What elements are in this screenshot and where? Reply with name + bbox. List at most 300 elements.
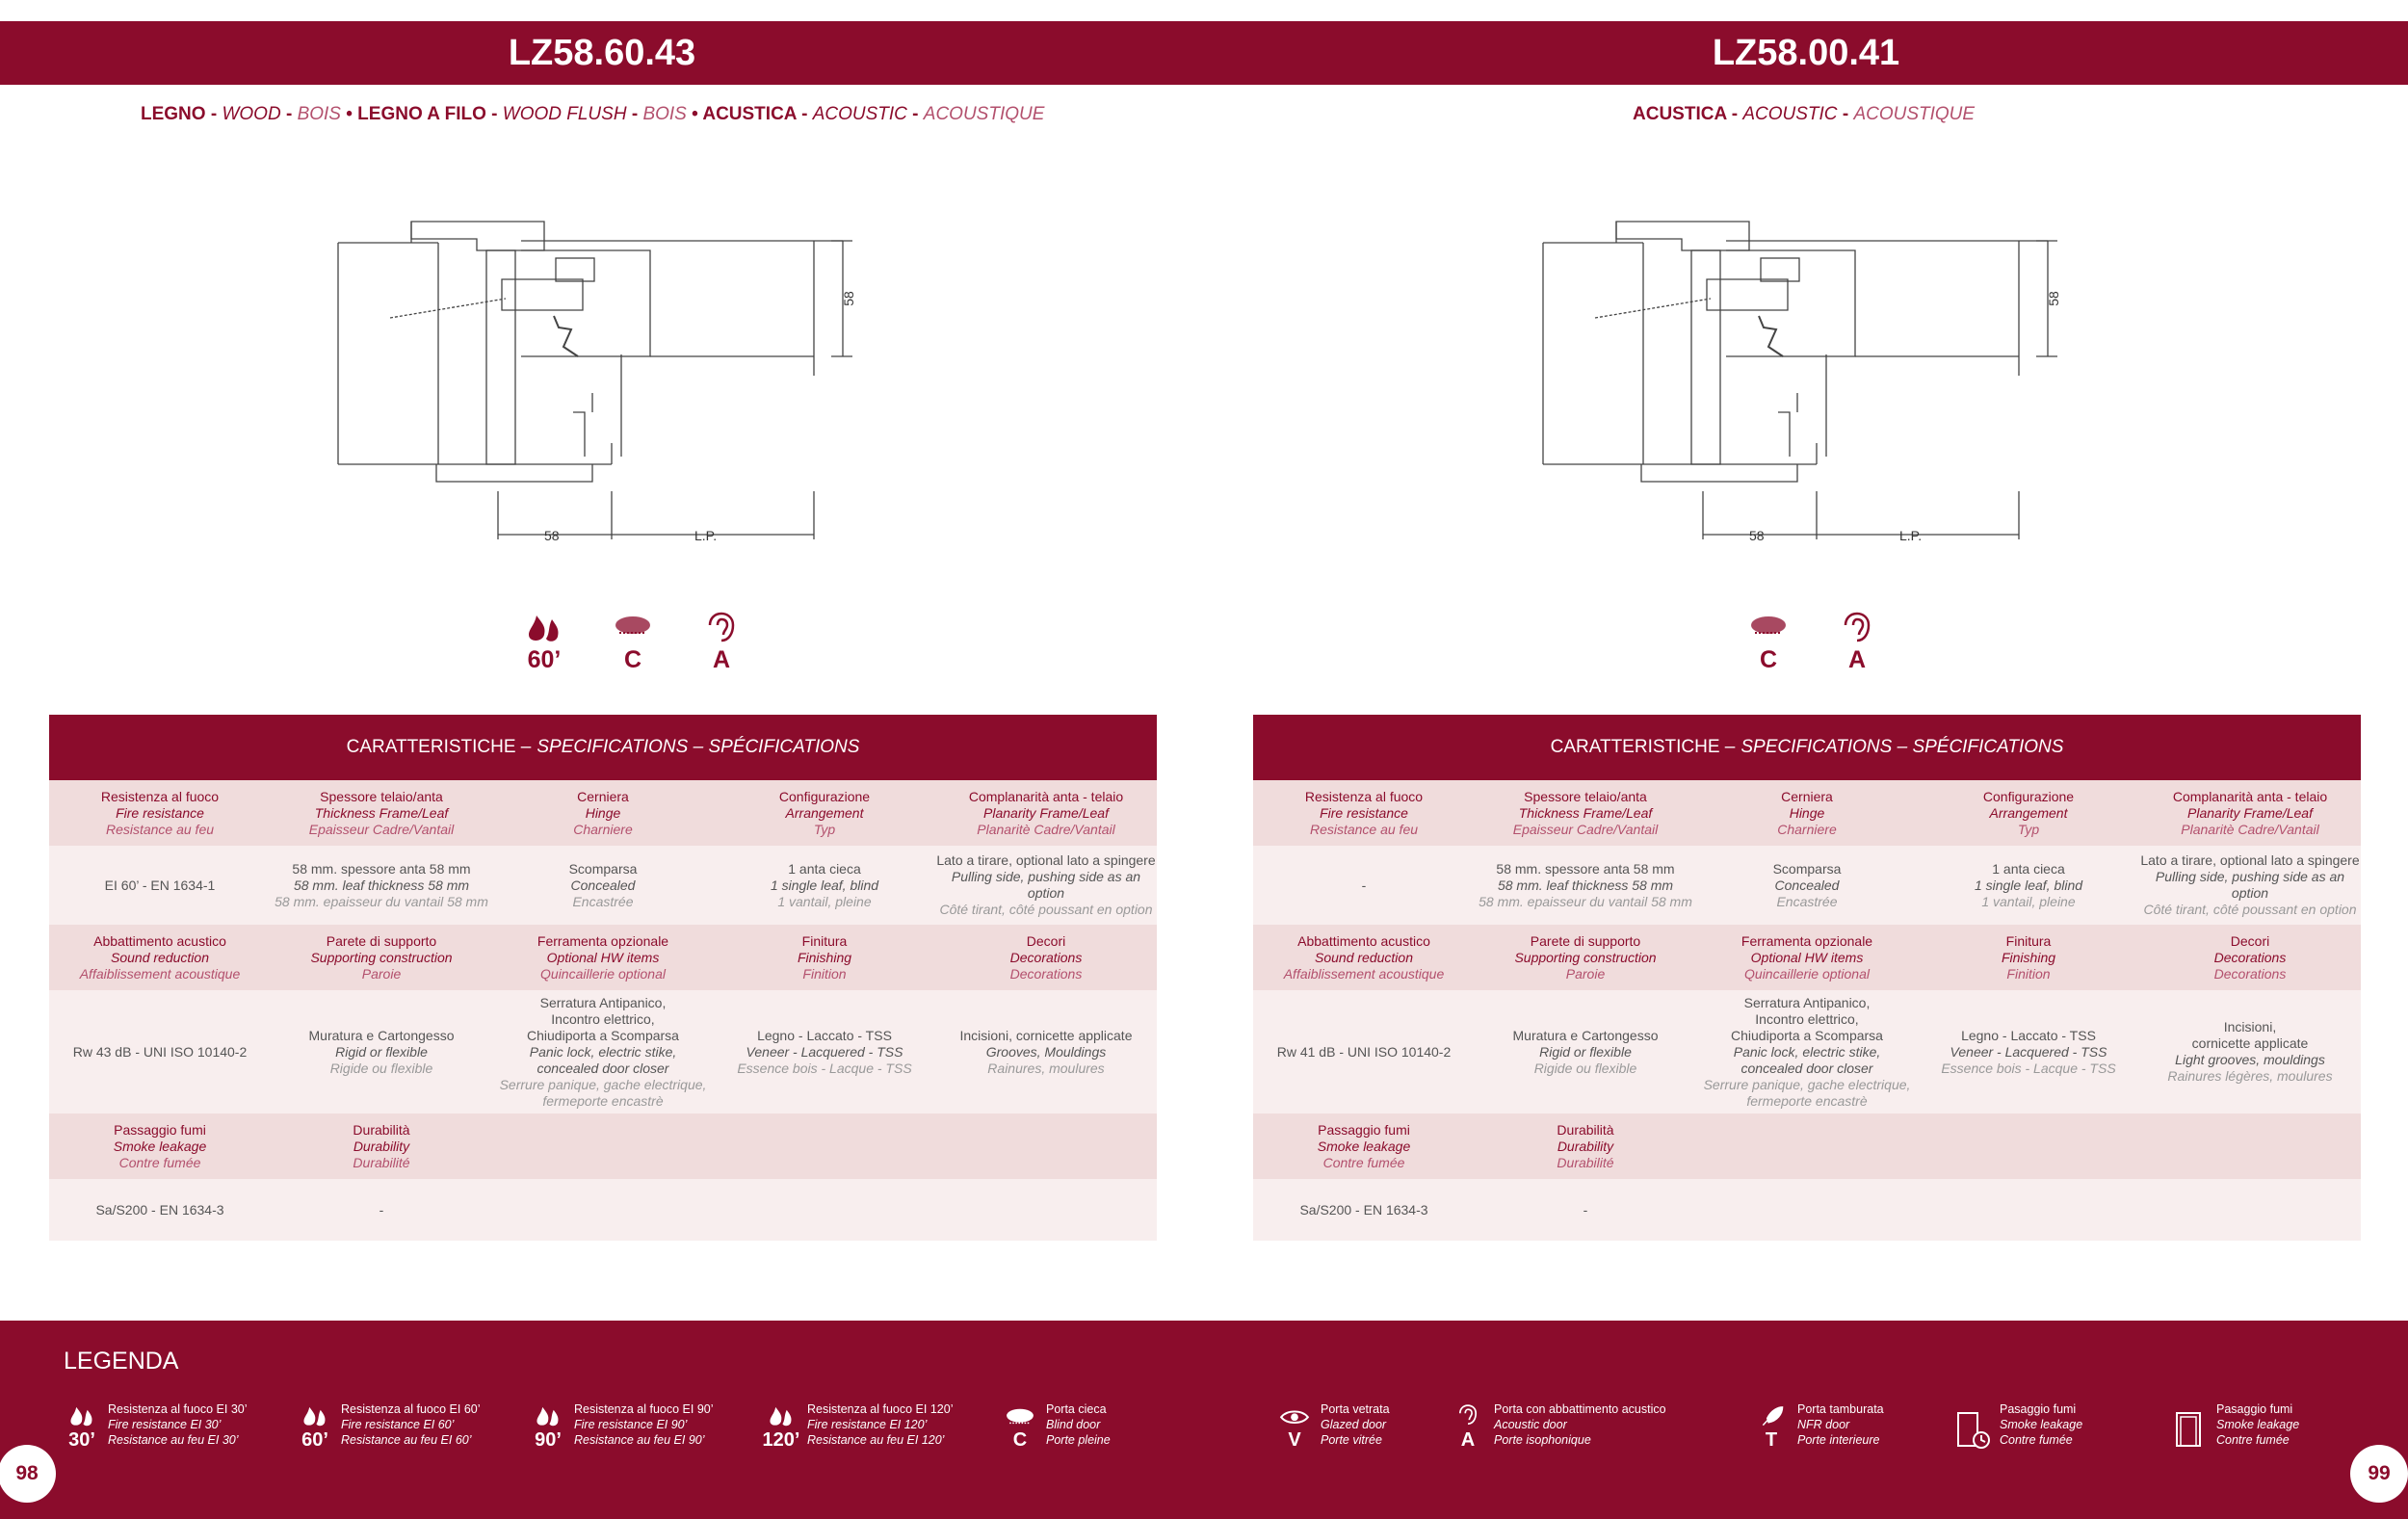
spec-cell <box>1475 780 1696 846</box>
spec-line: 58 mm. leaf thickness 58 mm <box>1497 877 1674 893</box>
spec-cell <box>935 990 1157 1113</box>
spec-line: Decori <box>1026 932 1066 949</box>
spec-table-header <box>49 715 1157 780</box>
spec-cell <box>49 1113 271 1179</box>
spec-line: Planarity Frame/Leaf <box>2187 804 2313 821</box>
legend-item-smoke-door <box>2172 1398 2299 1452</box>
spec-line: Thickness Frame/Leaf <box>1518 804 1653 821</box>
blind-mark: C <box>623 646 642 673</box>
spec-line: Ferramenta opzionale <box>537 932 669 949</box>
legend-line: NFR door <box>1797 1418 1850 1431</box>
spec-line: EI 60’ - EN 1634-1 <box>104 877 216 893</box>
spec-cell <box>49 990 271 1113</box>
spec-line: Encastrée <box>1776 893 1838 909</box>
subtitle-part: - <box>1726 104 1743 124</box>
title-bar-right <box>1204 21 2408 85</box>
spec-cell <box>492 846 714 925</box>
spec-line: - <box>379 1201 384 1218</box>
spec-line: Finition <box>802 965 847 982</box>
spec-line: Finishing <box>797 949 852 965</box>
legend-item-ear <box>1450 1398 1666 1452</box>
blind-door-icon <box>1002 1398 1038 1452</box>
subtitle-left <box>141 104 1044 125</box>
dim-width-label: 58 <box>544 528 560 543</box>
spec-line: Essence bois - Lacque - TSS <box>1941 1060 2116 1076</box>
spec-line: 1 vantail, pleine <box>1981 893 2076 909</box>
spec-title-italic: SPECIFICATIONS – SPÉCIFICATIONS <box>1741 737 2064 757</box>
spec-cell <box>1696 1113 1918 1179</box>
spec-line: Resistance au feu <box>105 821 215 837</box>
blind-door-icon <box>1739 612 1798 674</box>
legend-line: Resistenza al fuoco EI 60’ <box>341 1402 481 1416</box>
spec-cell <box>1918 990 2139 1113</box>
product-code-left: LZ58.60.43 <box>508 32 696 73</box>
subtitle-part: - <box>1837 104 1854 124</box>
spec-line: Epaisseur Cadre/Vantail <box>1512 821 1659 837</box>
spec-value-row <box>49 846 1157 925</box>
legend-item-fire <box>64 1398 248 1452</box>
spec-cell <box>1475 1179 1696 1241</box>
spec-cell <box>1475 925 1696 990</box>
spec-line: Optional HW items <box>546 949 660 965</box>
spec-cell <box>271 1113 492 1179</box>
spec-cell <box>935 925 1157 990</box>
spec-line: Sound reduction <box>111 949 209 965</box>
acoustic-mark: A <box>712 646 731 673</box>
spec-line: Passaggio fumi <box>114 1121 206 1138</box>
ear-icon <box>1827 612 1887 674</box>
spec-line: Rigid or flexible <box>1539 1043 1632 1060</box>
subtitle-part: WOOD FLUSH <box>502 104 627 124</box>
spec-table-header <box>1253 715 2361 780</box>
ear-icon <box>1450 1398 1486 1452</box>
legend-line: Resistenza al fuoco EI 90’ <box>574 1402 714 1416</box>
smoke-door-icon <box>2172 1398 2209 1452</box>
dim-width-label: 58 <box>1749 528 1765 543</box>
spec-line: Legno - Laccato - TSS <box>1961 1027 2096 1043</box>
spec-line: Panic lock, electric stike, concealed door closer <box>529 1043 677 1076</box>
spec-line: Cerniera <box>577 788 629 804</box>
section-drawing-right <box>1537 212 2077 563</box>
subtitle-part: - <box>485 104 503 124</box>
spec-line: Durabilità <box>1557 1121 1614 1138</box>
spec-line: Optional HW items <box>1750 949 1864 965</box>
spec-line: Concealed <box>1774 877 1840 893</box>
spec-line: Arrangement <box>1989 804 2068 821</box>
subtitle-part: - <box>205 104 222 124</box>
spec-line: Rigide ou flexible <box>1533 1060 1637 1076</box>
spec-line: Complanarità anta - telaio <box>2172 788 2328 804</box>
spec-cell <box>1253 925 1475 990</box>
spec-line: Decorations <box>1009 949 1083 965</box>
spec-line: Fire resistance <box>116 804 204 821</box>
spec-line: Finitura <box>2005 932 2052 949</box>
ear-icon <box>692 612 751 674</box>
legend-line: Porte isophonique <box>1494 1433 1591 1447</box>
spec-cell <box>714 846 935 925</box>
subtitle-part: ACOUSTIC <box>812 104 907 124</box>
spec-line: Durability <box>353 1138 410 1154</box>
spec-line: Configurazione <box>778 788 871 804</box>
spec-line: Charniere <box>573 821 633 837</box>
subtitle-part: BOIS <box>297 104 341 124</box>
legend-line: Resistance au feu EI 90’ <box>574 1433 705 1447</box>
product-code-right: LZ58.00.41 <box>1712 32 1900 73</box>
spec-line: Configurazione <box>1982 788 2075 804</box>
spec-line: Grooves, Mouldings <box>985 1043 1107 1060</box>
spec-line: Veneer - Lacquered - TSS <box>746 1043 903 1060</box>
spec-line: Sa/S200 - EN 1634-3 <box>95 1201 224 1218</box>
spec-cell <box>492 1179 714 1241</box>
spec-cell <box>271 990 492 1113</box>
spec-line: Finishing <box>2001 949 2056 965</box>
spec-line: Paroie <box>1565 965 1606 982</box>
spec-cell <box>2139 990 2361 1113</box>
dim-lp-label: L.P. <box>1899 528 1923 543</box>
spec-line: Scomparsa <box>1772 860 1842 877</box>
legend-line: Resistance au feu EI 30’ <box>108 1433 239 1447</box>
legend-item-leaf <box>1753 1398 1884 1452</box>
legend-line: Porte vitrée <box>1321 1433 1382 1447</box>
spec-cell <box>2139 1179 2361 1241</box>
spec-cell <box>714 925 935 990</box>
legend-mark: V <box>1288 1429 1301 1451</box>
spec-cell <box>714 1179 935 1241</box>
spec-line: 1 single leaf, blind <box>1974 877 2083 893</box>
legend-line: Porte pleine <box>1046 1433 1111 1447</box>
legend-line: Smoke leakage <box>2000 1418 2083 1431</box>
subtitle-part: LEGNO <box>141 104 206 124</box>
spec-line: Planaritè Cadre/Vantail <box>977 821 1115 837</box>
spec-line: Decorations <box>2213 965 2287 982</box>
spec-line: Abbattimento acustico <box>93 932 226 949</box>
legend-item-fire <box>530 1398 714 1452</box>
spec-title: CARATTERISTICHE – <box>1550 737 1736 757</box>
spec-header-row <box>49 1113 1157 1179</box>
blind-door-icon <box>603 612 663 674</box>
spec-cell <box>492 990 714 1113</box>
leaf-icon <box>1753 1398 1790 1452</box>
spec-line: Affaiblissement acoustique <box>79 965 241 982</box>
spec-table-left <box>49 715 1157 1241</box>
spec-line: Côté tirant, côté poussant en option <box>939 902 1153 917</box>
legend-line: Fire resistance EI 30’ <box>108 1418 222 1431</box>
spec-cell <box>935 1179 1157 1241</box>
spec-cell <box>49 780 271 846</box>
spec-title-italic: SPECIFICATIONS – SPÉCIFICATIONS <box>537 737 860 757</box>
spec-line: Rainures, moulures <box>987 1060 1105 1076</box>
door-section-svg <box>332 212 872 559</box>
spec-line: Serrure panique, gache electrique, fermeporte encastrè <box>1703 1076 1911 1109</box>
legend-line: Smoke leakage <box>2216 1418 2300 1431</box>
spec-line: Serratura Antipanico, Incontro elettrico, Chiudiporta a Scomparsa <box>527 994 679 1043</box>
legend-line: Resistance au feu EI 60’ <box>341 1433 472 1447</box>
legend-bar <box>0 1321 2408 1519</box>
spec-line: Resistance au feu <box>1309 821 1419 837</box>
spec-line: Rainures légères, moulures <box>2167 1068 2333 1084</box>
spec-line: Muratura e Cartongesso <box>308 1027 455 1043</box>
spec-line: Arrangement <box>785 804 864 821</box>
spec-line: Incisioni, cornicette applicate <box>2191 1019 2309 1051</box>
spec-line: 1 anta cieca <box>1992 860 2065 877</box>
spec-cell <box>1253 990 1475 1113</box>
spec-value-row <box>1253 990 2361 1113</box>
spec-cell <box>49 1179 271 1241</box>
spec-line: Durabilità <box>353 1121 410 1138</box>
subtitle-part: - <box>280 104 298 124</box>
spec-line: Rigide ou flexible <box>329 1060 433 1076</box>
spec-cell <box>714 990 935 1113</box>
section-drawing-left <box>332 212 872 563</box>
legend-text <box>108 1401 248 1448</box>
spec-value-row <box>1253 846 2361 925</box>
spec-line: Quincaillerie optional <box>540 965 666 982</box>
legend-line: Contre fumée <box>2000 1433 2073 1447</box>
spec-cell <box>1253 1179 1475 1241</box>
spec-line: Paroie <box>361 965 402 982</box>
legend-line: Fire resistance EI 60’ <box>341 1418 455 1431</box>
spec-header-row <box>1253 925 2361 990</box>
spec-line: Sound reduction <box>1315 949 1413 965</box>
subtitle-part: ACOUSTIC <box>1742 104 1838 124</box>
legend-line: Porta vetrata <box>1321 1402 1390 1416</box>
subtitle-part: • ACUSTICA <box>686 104 797 124</box>
legend-mark: 90’ <box>535 1429 562 1451</box>
spec-line: Muratura e Cartongesso <box>1512 1027 1659 1043</box>
legend-line: Glazed door <box>1321 1418 1387 1431</box>
spec-cell <box>2139 846 2361 925</box>
legend-mark: 120’ <box>762 1429 800 1451</box>
spec-cell <box>935 780 1157 846</box>
legend-item-blind-door <box>1002 1398 1111 1452</box>
spec-cell <box>2139 780 2361 846</box>
spec-cell <box>1918 780 2139 846</box>
legend-mark: C <box>1012 1429 1028 1451</box>
dim-height-label: 58 <box>2045 291 2061 306</box>
fire-icon <box>64 1398 100 1452</box>
spec-cell <box>1918 846 2139 925</box>
acoustic-mark: A <box>1847 646 1867 673</box>
feature-icons-left <box>514 612 751 674</box>
legend-text <box>1046 1401 1111 1448</box>
spec-line: Ferramenta opzionale <box>1741 932 1873 949</box>
spec-line: Lato a tirare, optional lato a spingere <box>936 852 1156 868</box>
spec-rows <box>1253 780 2361 1241</box>
spec-line: 1 single leaf, blind <box>770 877 879 893</box>
subtitle-part: WOOD <box>222 104 281 124</box>
spec-line: 58 mm. leaf thickness 58 mm <box>293 877 470 893</box>
spec-cell <box>1696 780 1918 846</box>
spec-line: Pulling side, pushing side as an option <box>951 869 1141 901</box>
legend-mark: 60’ <box>301 1429 328 1451</box>
spec-line: 58 mm. epaisseur du vantail 58 mm <box>1479 893 1692 909</box>
spec-cell <box>1475 990 1696 1113</box>
spec-cell <box>271 1179 492 1241</box>
legend-line: Pasaggio fumi <box>2216 1402 2293 1416</box>
legend-line: Porta cieca <box>1046 1402 1107 1416</box>
spec-line: - <box>1583 1201 1588 1218</box>
spec-line: Supporting construction <box>1514 949 1657 965</box>
spec-line: Rw 41 dB - UNI ISO 10140-2 <box>1276 1043 1452 1060</box>
spec-cell <box>1918 1179 2139 1241</box>
spec-line: Encastrée <box>572 893 634 909</box>
spec-line: Planaritè Cadre/Vantail <box>2181 821 2319 837</box>
spec-cell <box>2139 1113 2361 1179</box>
spec-value-row <box>49 990 1157 1113</box>
fire-icon <box>297 1398 333 1452</box>
spec-header-row <box>49 780 1157 846</box>
page-number-right: 99 <box>2350 1445 2408 1503</box>
legend-line: Contre fumée <box>2216 1433 2290 1447</box>
spec-line: Resistenza al fuoco <box>1304 788 1424 804</box>
blind-mark: C <box>1759 646 1778 673</box>
spec-line: Durability <box>1557 1138 1614 1154</box>
legend-line: Porta con abbattimento acustico <box>1494 1402 1666 1416</box>
spec-line: Spessore telaio/anta <box>1524 788 1647 804</box>
spec-line: Hinge <box>585 804 621 821</box>
legend-line: Resistance au feu EI 120’ <box>807 1433 945 1447</box>
spec-line: 1 anta cieca <box>788 860 861 877</box>
legend-item-fire <box>763 1398 953 1452</box>
spec-line: Typ <box>813 821 836 837</box>
spec-line: Scomparsa <box>568 860 638 877</box>
fire-mark: 60’ <box>527 646 562 673</box>
legend-text <box>2000 1401 2082 1448</box>
spec-cell <box>1696 925 1918 990</box>
spec-line: Serrure panique, gache electrique, fermeporte encastrè <box>499 1076 707 1109</box>
spec-table-right <box>1253 715 2361 1241</box>
spec-cell <box>1918 1113 2139 1179</box>
spec-cell <box>492 780 714 846</box>
spec-line: Veneer - Lacquered - TSS <box>1950 1043 2107 1060</box>
spec-value-row <box>1253 1179 2361 1241</box>
legend-text <box>1494 1401 1666 1448</box>
spec-line: Finition <box>2006 965 2051 982</box>
subtitle-part: ACUSTICA <box>1633 104 1727 124</box>
spec-line: Parete di supporto <box>326 932 437 949</box>
spec-header-row <box>1253 780 2361 846</box>
spec-cell <box>271 846 492 925</box>
spec-line: Durabilité <box>1557 1154 1614 1170</box>
spec-line: Passaggio fumi <box>1318 1121 1410 1138</box>
legend-text <box>341 1401 481 1448</box>
legend-line: Fire resistance EI 120’ <box>807 1418 928 1431</box>
spec-line: Essence bois - Lacque - TSS <box>737 1060 912 1076</box>
legend-text <box>1321 1401 1390 1448</box>
spec-line: Rw 43 dB - UNI ISO 10140-2 <box>72 1043 248 1060</box>
spec-line: Panic lock, electric stike, concealed door closer <box>1733 1043 1881 1076</box>
spec-line: 58 mm. epaisseur du vantail 58 mm <box>275 893 488 909</box>
eye-icon <box>1276 1398 1313 1452</box>
spec-line: Supporting construction <box>310 949 453 965</box>
subtitle-part: BOIS <box>642 104 687 124</box>
spec-cell <box>492 925 714 990</box>
spec-line: Charniere <box>1777 821 1837 837</box>
spec-cell <box>2139 925 2361 990</box>
subtitle-right <box>1633 104 1975 125</box>
spec-line: 58 mm. spessore anta 58 mm <box>292 860 471 877</box>
spec-line: Côté tirant, côté poussant en option <box>2143 902 2357 917</box>
subtitle-part: • LEGNO A FILO <box>340 104 486 124</box>
subtitle-part: ACOUSTIQUE <box>923 104 1045 124</box>
spec-line: 1 vantail, pleine <box>777 893 872 909</box>
spec-line: Smoke leakage <box>113 1138 207 1154</box>
door-section-svg <box>1537 212 2077 559</box>
spec-line: Affaiblissement acoustique <box>1283 965 1445 982</box>
page-number-left: 98 <box>0 1445 56 1503</box>
legend-mark: A <box>1460 1429 1476 1451</box>
spec-value-row <box>49 1179 1157 1241</box>
legend-line: Fire resistance EI 90’ <box>574 1418 688 1431</box>
spec-cell <box>49 925 271 990</box>
spec-line: Abbattimento acustico <box>1297 932 1430 949</box>
legend-mark: 30’ <box>68 1429 95 1451</box>
spec-cell <box>49 846 271 925</box>
legend-item-fire <box>297 1398 481 1452</box>
legend-line: Acoustic door <box>1494 1418 1567 1431</box>
spec-line: Pulling side, pushing side as an option <box>2155 869 2345 901</box>
legend-text <box>807 1401 953 1448</box>
legend-line: Resistenza al fuoco EI 120’ <box>807 1402 954 1416</box>
spec-line: Spessore telaio/anta <box>320 788 443 804</box>
spec-rows <box>49 780 1157 1241</box>
spec-cell <box>1475 1113 1696 1179</box>
spec-cell <box>935 1113 1157 1179</box>
spec-line: Decori <box>2230 932 2270 949</box>
subtitle-part: - <box>626 104 643 124</box>
legend-line: Pasaggio fumi <box>2000 1402 2077 1416</box>
spec-cell <box>1918 925 2139 990</box>
dim-lp-label: L.P. <box>694 528 718 543</box>
spec-line: Resistenza al fuoco <box>100 788 220 804</box>
dim-height-label: 58 <box>840 291 856 306</box>
spec-line: Parete di supporto <box>1530 932 1641 949</box>
spec-cell <box>1475 846 1696 925</box>
legend-mark: T <box>1765 1429 1778 1451</box>
legend-text <box>574 1401 714 1448</box>
spec-line: Cerniera <box>1781 788 1833 804</box>
legend-item-eye <box>1276 1398 1390 1452</box>
spec-cell <box>1696 1179 1918 1241</box>
feature-icons-right <box>1739 612 1887 674</box>
subtitle-part: ACOUSTIQUE <box>1853 104 1976 124</box>
subtitle-part: - <box>796 104 813 124</box>
spec-line: Incisioni, cornicette applicate <box>959 1027 1133 1043</box>
spec-cell <box>1696 846 1918 925</box>
spec-line: - <box>1361 877 1367 893</box>
spec-header-row <box>1253 1113 2361 1179</box>
legend-line: Porta tamburata <box>1797 1402 1884 1416</box>
spec-line: Finitura <box>801 932 848 949</box>
spec-cell <box>1253 780 1475 846</box>
spec-line: Complanarità anta - telaio <box>968 788 1124 804</box>
spec-title: CARATTERISTICHE – <box>346 737 532 757</box>
spec-cell <box>1253 846 1475 925</box>
spec-cell <box>935 846 1157 925</box>
spec-line: 58 mm. spessore anta 58 mm <box>1496 860 1675 877</box>
spec-cell <box>271 925 492 990</box>
legend-line: Blind door <box>1046 1418 1101 1431</box>
spec-line: Contre fumée <box>1322 1154 1405 1170</box>
spec-cell <box>1696 990 1918 1113</box>
spec-cell <box>1253 1113 1475 1179</box>
spec-line: Fire resistance <box>1320 804 1408 821</box>
spec-line: Decorations <box>2213 949 2287 965</box>
legend-title: LEGENDA <box>64 1348 179 1375</box>
legend-line: Resistenza al fuoco EI 30’ <box>108 1402 248 1416</box>
spec-line: Hinge <box>1789 804 1825 821</box>
smoke-door-clock-icon <box>1955 1398 1992 1452</box>
